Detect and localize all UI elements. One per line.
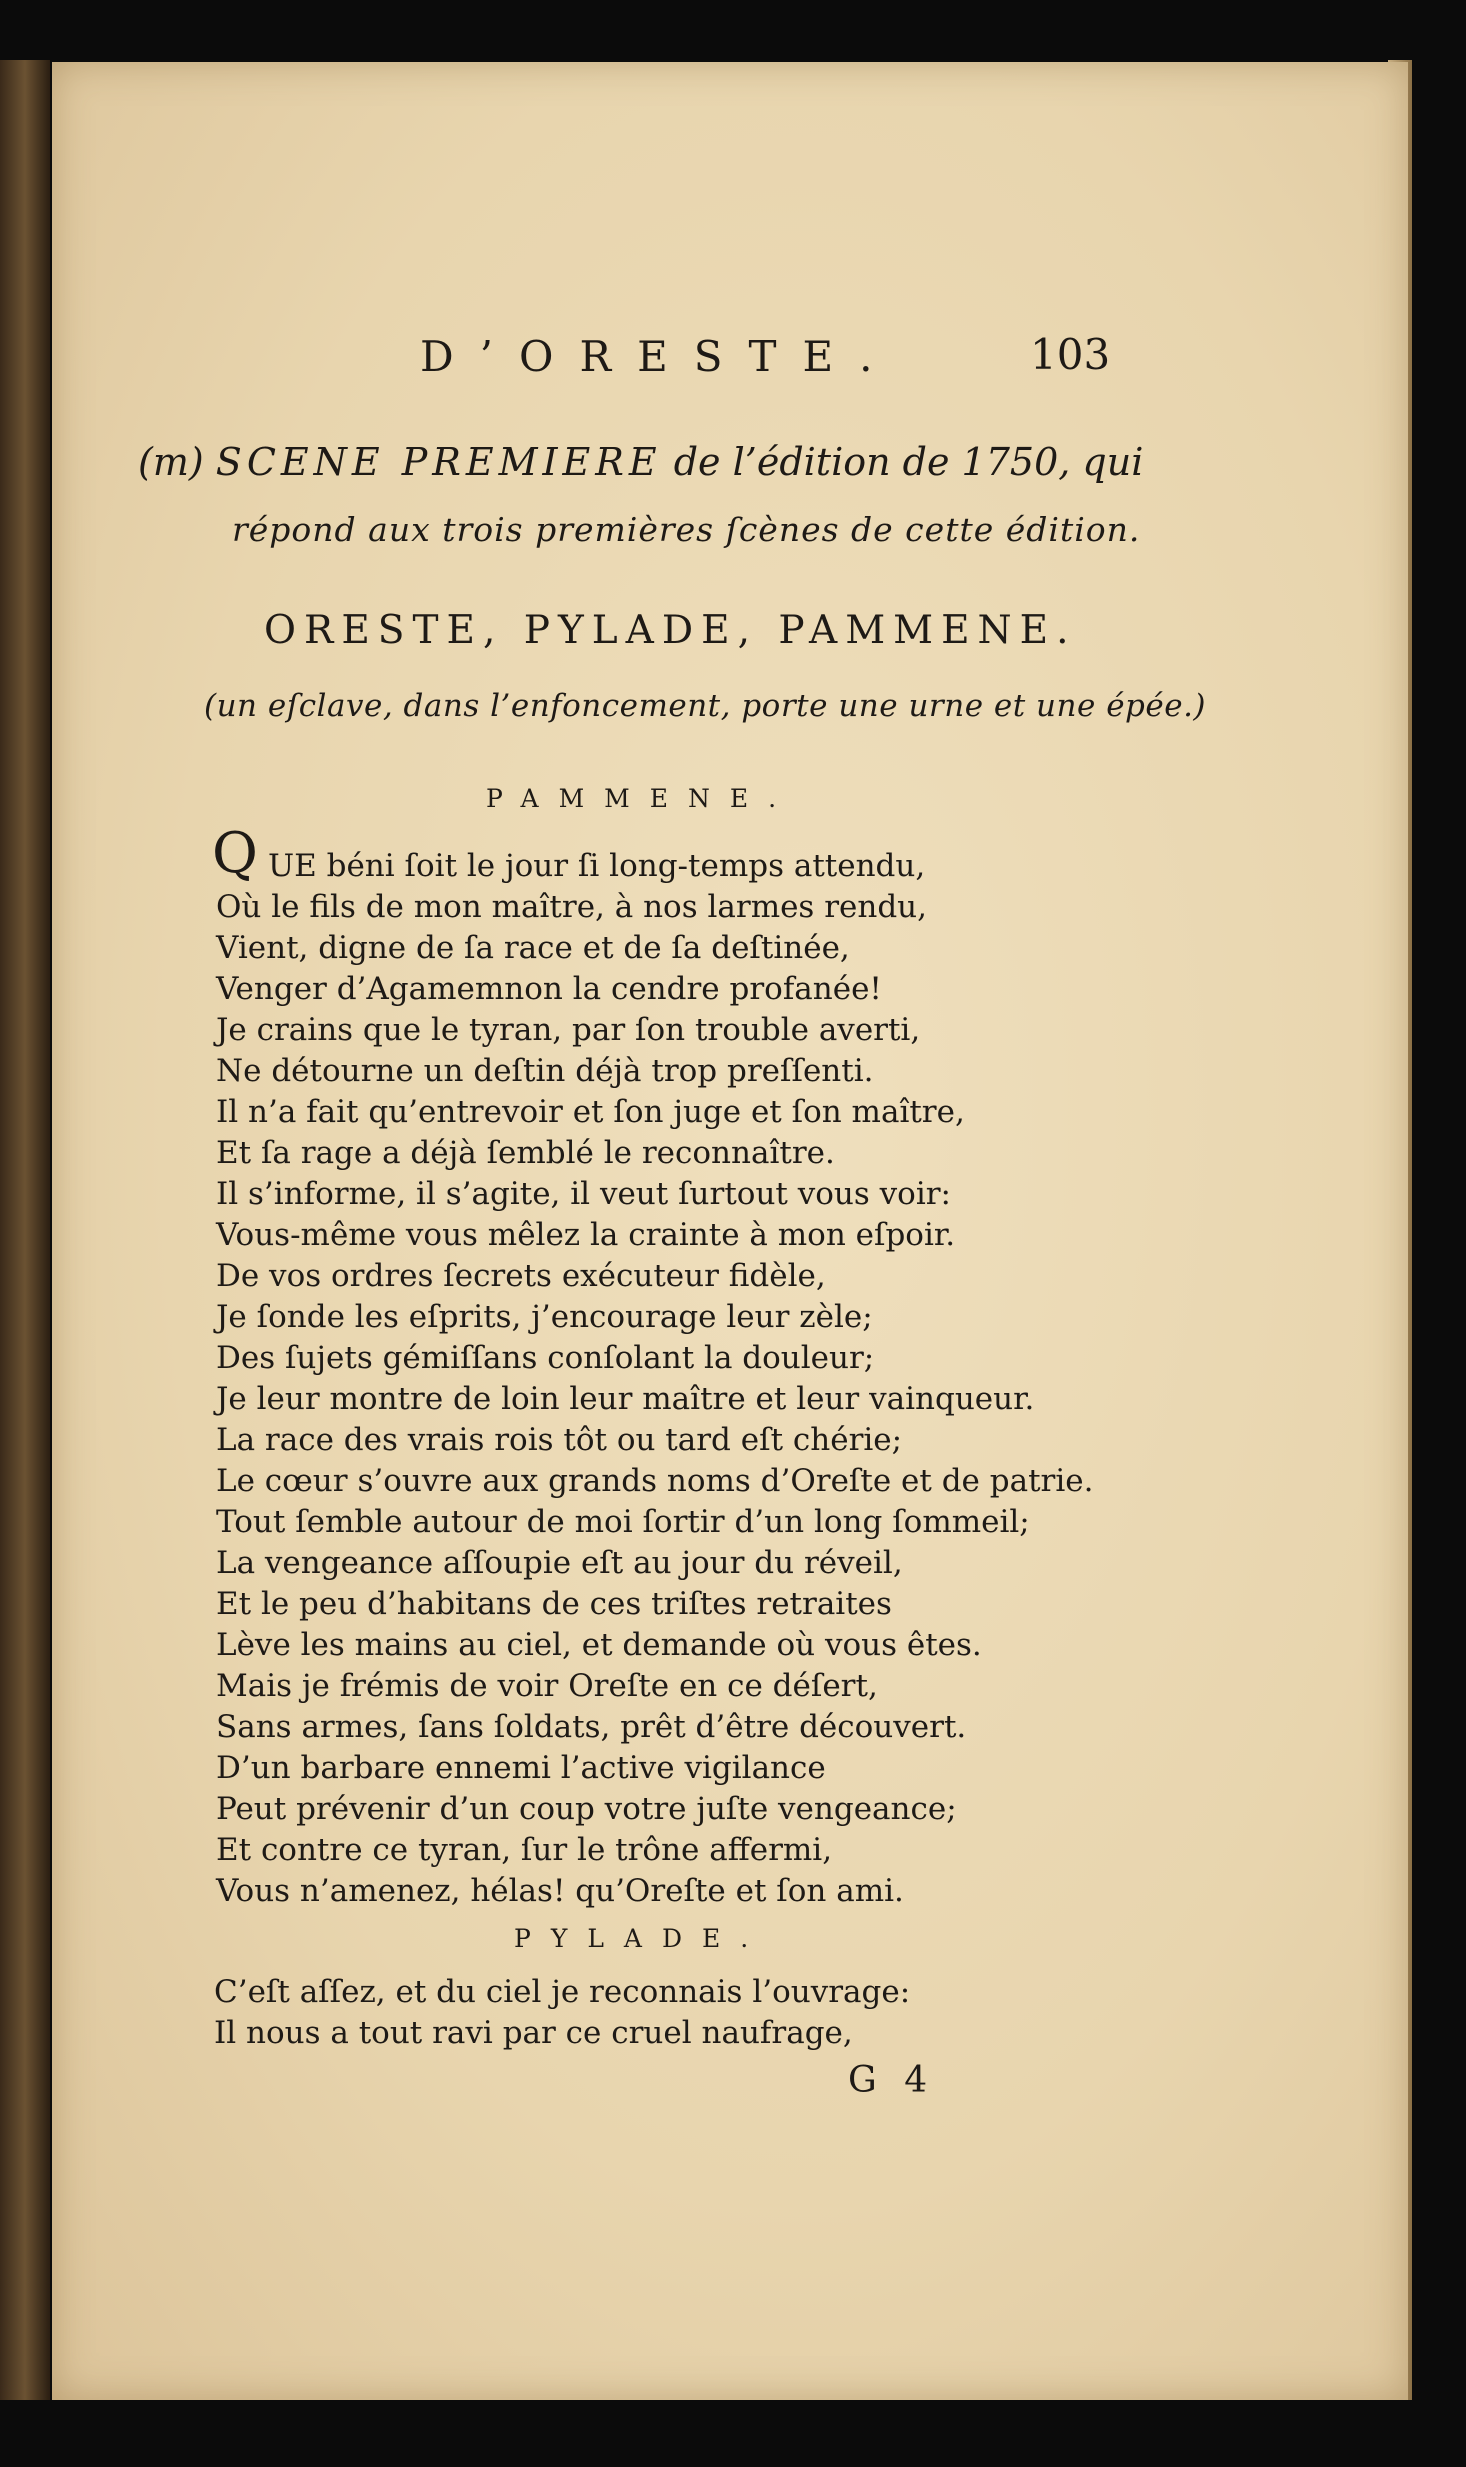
verse-line: Mais je frémis de voir Oreſte en ce déſert, [216, 1668, 878, 1704]
verse-line: Vient, digne de ſa race et de ſa deſtinée, [216, 930, 850, 966]
verse-line [216, 846, 1093, 887]
verse-line: La race des vrais rois tôt ou tard eſt chérie; [216, 1422, 903, 1458]
verse-line: C’eſt aſſez, et du ciel je reconnais l’ouvrage: [214, 1974, 911, 2010]
note-marker: (m) [138, 440, 204, 484]
verse-line: Peut prévenir d’un coup votre juſte vengeance; [216, 1791, 957, 1827]
signature-mark: G 4 [848, 2060, 936, 2101]
drop-capital: Q [212, 821, 258, 886]
verse-line: Et le peu d’habitans de ces triſtes retraites [216, 1586, 892, 1622]
verse-line: D’un barbare ennemi l’active vigilance [216, 1750, 826, 1786]
verse-block-pylade [214, 1972, 910, 2054]
verse-line: Je leur montre de loin leur maître et leur vainqueur. [216, 1381, 1035, 1417]
verse-line: Ne détourne un deſtin déjà trop preſſenti. [216, 1053, 874, 1089]
verse-line: Il nous a tout ravi par ce cruel naufrage, [214, 2015, 853, 2051]
cast-list: ORESTE, PYLADE, PAMMENE. [264, 608, 1077, 653]
verse-line: Je ſonde les eſprits, j’encourage leur zèle; [216, 1299, 873, 1335]
verse-block-pammene [216, 846, 1093, 1912]
verse-line: Je crains que le tyran, par ſon trouble averti, [216, 1012, 921, 1048]
left-page-edge [0, 60, 50, 2400]
verse-line: Sans armes, ſans ſoldats, prêt d’être découvert. [216, 1709, 967, 1745]
verse-line: Des ſujets gémiſſans conſolant la douleur; [216, 1340, 875, 1376]
speaker-pammene: PAMMENE. [486, 784, 797, 813]
note-heading [138, 440, 1143, 484]
speaker-pylade: PYLADE. [514, 1924, 769, 1953]
verse-line: Vous-même vous mêlez la crainte à mon eſpoir. [216, 1217, 956, 1253]
verse-line: Venger d’Agamemnon la cendre profanée! [216, 971, 882, 1007]
verse-line: Et contre ce tyran, ſur le trône affermi, [216, 1832, 833, 1868]
running-head: D’ORESTE. [420, 332, 899, 381]
verse-line: Et ſa rage a déjà ſemblé le reconnaître. [216, 1135, 835, 1171]
stage-direction: (un eſclave, dans l’enfoncement, porte une urne et une épée.) [204, 688, 1207, 724]
note-title-caps: SCENE PREMIERE [215, 440, 662, 484]
first-line-text: UE béni ſoit le jour ſi long-temps attendu, [268, 848, 926, 884]
verse-line: Il n’a fait qu’entrevoir et ſon juge et ſon maître, [216, 1094, 965, 1130]
verse-line: Le cœur s’ouvre aux grands noms d’Oreſte et de patrie. [216, 1463, 1094, 1499]
verse-line: De vos ordres ſecrets exécuteur fidèle, [216, 1258, 826, 1294]
verse-line: La vengeance aſſoupie eſt au jour du réveil, [216, 1545, 903, 1581]
verse-line: Lève les mains au ciel, et demande où vous êtes. [216, 1627, 982, 1663]
verse-line: Tout ſemble autour de moi ſortir d’un long ſommeil; [216, 1504, 1030, 1540]
page-number: 103 [1030, 330, 1111, 379]
note-subtitle: répond aux trois premières ſcènes de cette édition. [232, 510, 1141, 549]
note-title-rest: de l’édition de 1750, qui [673, 440, 1144, 484]
verse-line: Vous n’amenez, hélas! qu’Oreſte et ſon ami. [216, 1873, 904, 1909]
verse-line: Où le fils de mon maître, à nos larmes rendu, [216, 889, 927, 925]
verse-line: Il s’informe, il s’agite, il veut ſurtout vous voir: [216, 1176, 951, 1212]
